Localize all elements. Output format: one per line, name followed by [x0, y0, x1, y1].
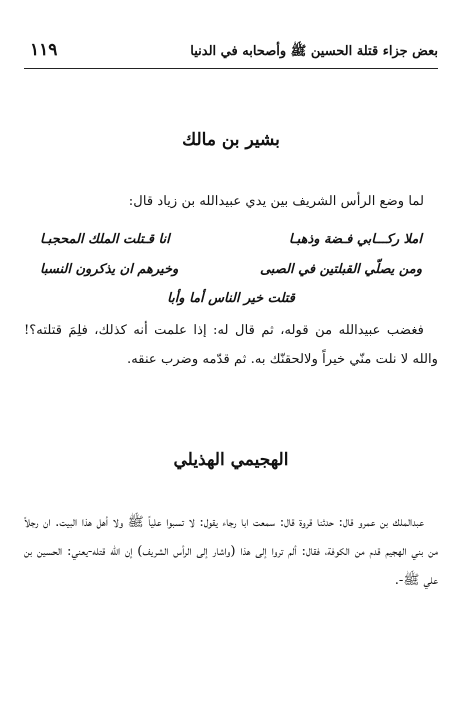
- verse-2-second-hemistich: وخيرهم ان يذكرون النسبا: [40, 262, 179, 277]
- section1-intro: [24, 187, 438, 217]
- section1-intro-text: لما وضع الرأس الشريف بين يدي عبيدالله بن زياد قال:: [128, 194, 424, 209]
- section-heading-hujaymi: الهجيمي الهذيلي: [173, 450, 289, 470]
- section1-paragraph-text: فغضب عبيدالله من قوله، ثم قال له: إذا علمت أنه كذلك، فلِمَ قتلته؟! والله لا نلت منّي خيراً ولالحقنّك به. ثم قدّمه وضرب عنقه.: [24, 323, 438, 367]
- section-heading-bashir-bin-malik: بشير بن مالك: [182, 130, 280, 150]
- verse-2-first-hemistich: ومن يصلّي القبلتين في الصبى: [259, 262, 422, 277]
- section2-paragraph: [24, 508, 438, 595]
- verse-1-second-hemistich: انا قـتلت الملك المحجبـا: [40, 232, 170, 247]
- section2-paragraph-text: عبدالملك بن عمرو قال: حدثنا قروة قال: سمعت ابا رجاء يقول: لا تسبوا علياً ﷺ ولا أهل هذا البيت. ان رجلاً من بني الهجيم قدم من الكوفة، فقال: ألم تروا إلى هذا (واشار إلى الرأس الشريف) إن الله قتله-يعني: الحسين بن علي ﷺ-.: [24, 515, 438, 588]
- verse-line-2: [40, 262, 422, 288]
- page-header: [24, 38, 438, 69]
- verse-line-3: قتلت خير الناس أما وأبا: [167, 291, 295, 306]
- verse-line-1: [40, 232, 422, 258]
- verse-1-first-hemistich: املا ركـــابي فـضة وذهبـا: [288, 232, 422, 247]
- running-title: بعض جزاء قتلة الحسين ﷺ وأصحابه في الدنيا: [190, 44, 438, 59]
- page-number: ١١٩: [30, 40, 58, 60]
- section1-paragraph: [24, 316, 438, 374]
